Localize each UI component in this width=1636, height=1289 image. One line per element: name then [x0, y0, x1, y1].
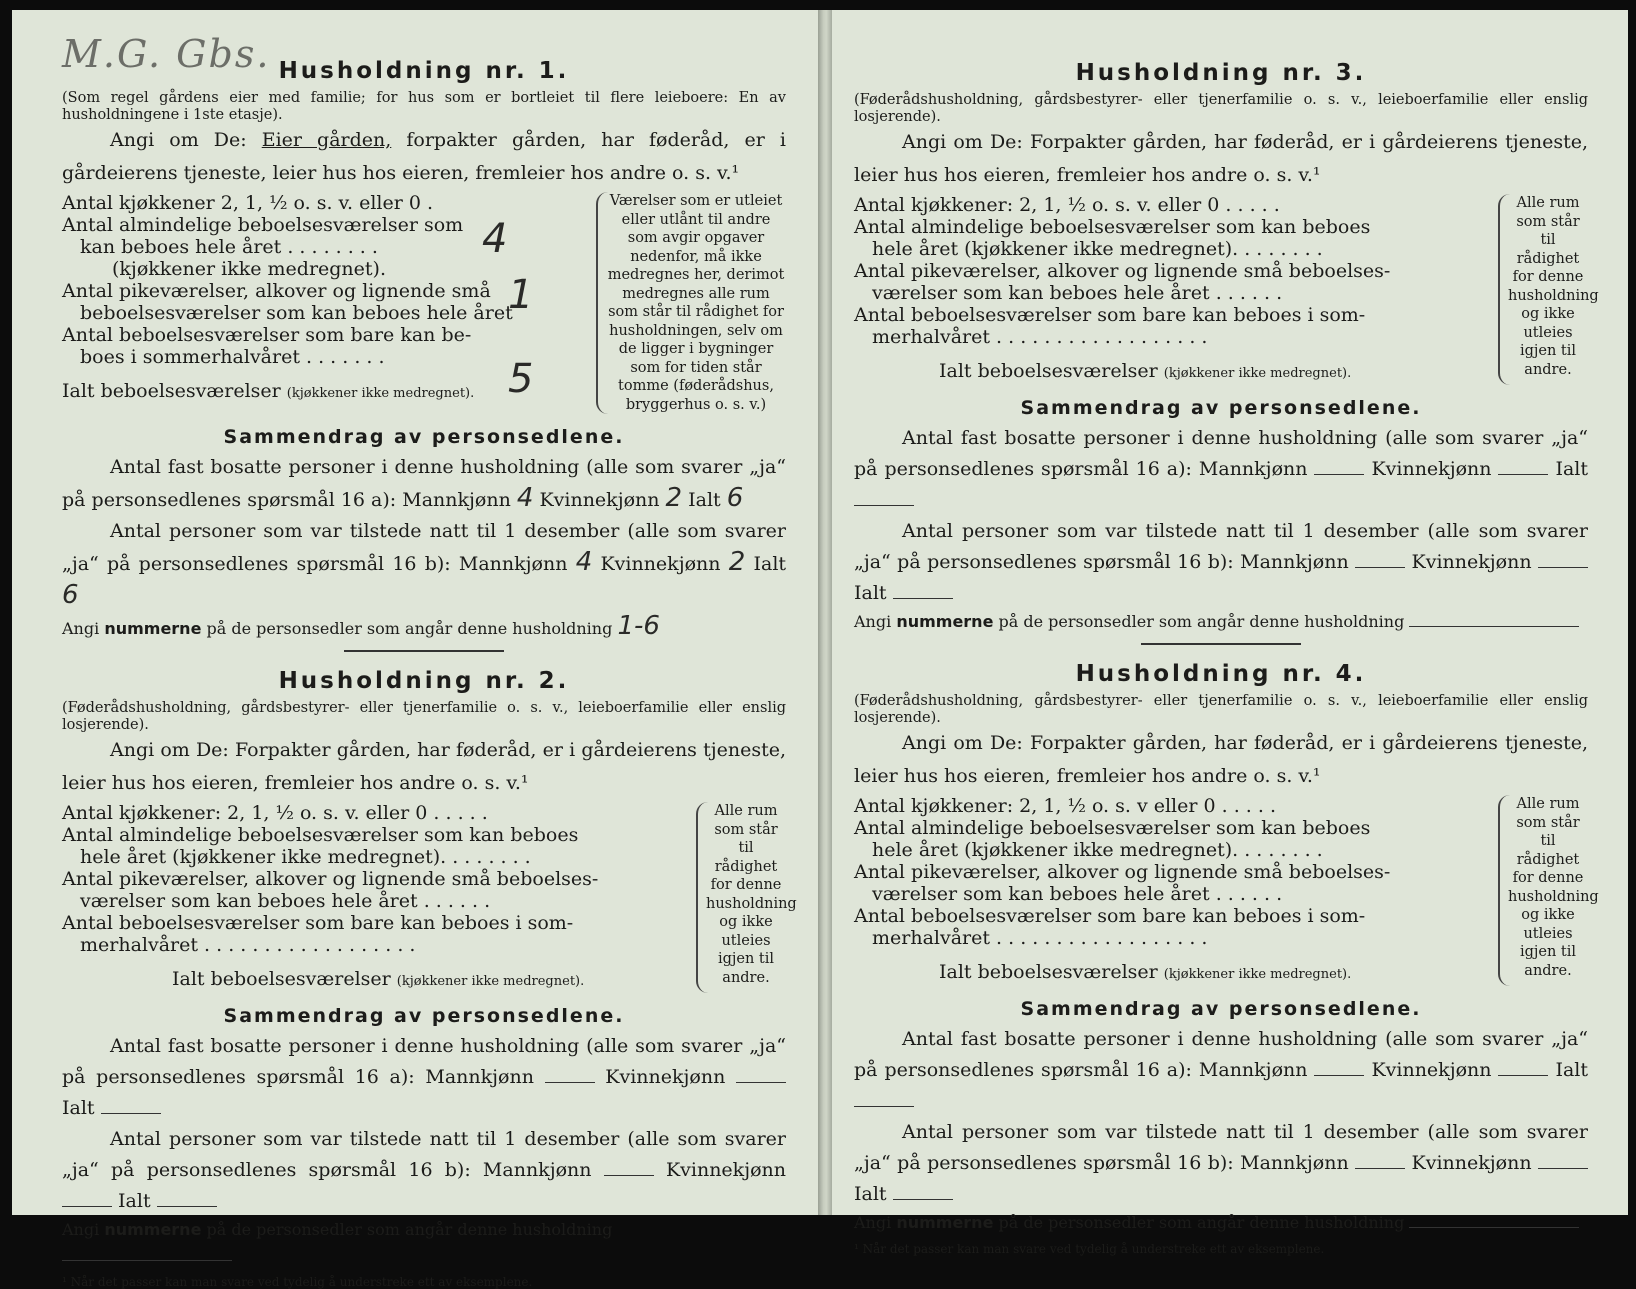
household-1-title: Husholdning nr. 1.: [278, 58, 570, 84]
summary-a-male-blank: [545, 1082, 595, 1083]
household-4-title: Husholdning nr. 4.: [1075, 661, 1367, 687]
total-rooms-item: [62, 968, 696, 993]
ordinary-rooms-item-a: Antal almindelige beboelsesværelser som kan beboes: [854, 216, 1371, 238]
household-3-numbers: [854, 609, 1588, 635]
summary-b-male-blank: [1355, 1168, 1405, 1169]
household-3-brace-note: Alle rum som står til rådighet for denne husholdning og ikke utleies igjen til andre.: [1498, 194, 1588, 385]
numbers-bold: nummerne: [896, 1213, 994, 1232]
handwritten-stamp: M.G. Gbs.: [62, 32, 271, 76]
ordinary-rooms-item-b: hele året (kjøkkener ikke medregnet). . . . . . . .: [872, 238, 1323, 260]
kitchens-item: Antal kjøkkener 2, 1, ½ o. s. v. eller 0 .: [62, 192, 434, 214]
numbers-suffix: på de personsedler som angår denne husholdning: [993, 1213, 1405, 1232]
summary-b-text: Antal personer som var tilstede natt til 1 desember (alle som svarer „ja“ på personsedlenes spørsmål 16 b): Mannkjønn: [62, 1128, 786, 1181]
household-1-question: [62, 124, 786, 190]
maid-rooms-item-a: Antal pikeværelser, alkover og lignende små beboelses-: [62, 868, 599, 890]
household-4-question: Angi om De: Forpakter gården, har føderåd, er i gårdeierens tjeneste, leier hus hos eieren, fremleier hos andre o. s. v.¹: [854, 732, 1588, 787]
ordinary-rooms-item-b: hele året (kjøkkener ikke medregnet). . . . . . . .: [80, 846, 531, 868]
ordinary-rooms-item-a: Antal almindelige beboelsesværelser som kan beboes: [854, 817, 1371, 839]
footnote: ¹ Når det passer kan man svare ved tydelig å understreke ett av eksemplene.: [854, 1242, 1325, 1256]
summary-b-total-label: Ialt: [118, 1190, 151, 1212]
summary-b-total-label: Ialt: [854, 582, 887, 604]
total-rooms-label: Ialt beboelsesværelser: [939, 360, 1158, 382]
household-3-question: Angi om De: Forpakter gården, har føderåd, er i gårdeierens tjeneste, leier hus hos eieren, fremleier hos andre o. s. v.¹: [854, 131, 1588, 186]
household-3-rooms: [854, 194, 1599, 385]
total-rooms-item: [854, 961, 1498, 986]
numbers-suffix: på de personsedler som angår denne husholdning: [201, 1220, 613, 1239]
summer-rooms-item-a: Antal beboelsesværelser som bare kan beboes i som-: [854, 905, 1366, 927]
summary-a-female-blank: [736, 1082, 786, 1083]
summary-a-female-label: Kvinnekjønn: [1371, 458, 1492, 480]
household-2-summary-b: [62, 1124, 786, 1217]
summary-a-female-label: Kvinnekjønn: [605, 1066, 726, 1088]
maid-rooms-item-a: Antal pikeværelser, alkover og lignende små beboelses-: [854, 260, 1391, 282]
maid-rooms-item-b: værelser som kan beboes hele året . . . . . .: [872, 282, 1283, 304]
summary-a-text: Antal fast bosatte personer i denne husholdning (alle som svarer „ja“ på personsedlenes spørsmål 16 a): Mannkjønn: [62, 456, 786, 511]
total-rooms-sub: (kjøkkener ikke medregnet).: [286, 386, 475, 401]
numbers-value: 1-6: [617, 611, 660, 641]
room-items: [854, 795, 1498, 986]
numbers-blank: [62, 1260, 232, 1261]
household-1-summary-b: [62, 516, 786, 613]
summary-b-female-label: Kvinnekjønn: [665, 1159, 786, 1181]
numbers-suffix: på de personsedler som angår denne husholdning: [993, 612, 1405, 631]
household-3-note: (Føderådshusholdning, gårdsbestyrer- eller tjenerfamilie o. s. v., leieboerfamilie eller enslig losjerende).: [854, 92, 1588, 125]
summary-b-total-blank: [893, 598, 953, 599]
summary-b-total-blank: [157, 1206, 217, 1207]
summary-b-text: Antal personer som var tilstede natt til 1 desember (alle som svarer „ja“ på personsedlenes spørsmål 16 b): Mannkjønn: [854, 520, 1588, 573]
footnote: ¹ Når det passer kan man svare ved tydelig å understreke ett av eksemplene.: [62, 1275, 533, 1289]
summary-a-female-label: Kvinnekjønn: [1371, 1059, 1492, 1081]
divider: [1141, 643, 1301, 645]
room-items: [854, 194, 1498, 385]
kitchens-item: Antal kjøkkener: 2, 1, ½ o. s. v. eller 0 . . . . .: [854, 194, 1280, 216]
total-rooms-sub: (kjøkkener ikke medregnet).: [1163, 967, 1352, 982]
summary-a-total-blank: [101, 1113, 161, 1114]
summary-b-female-blank: [62, 1206, 112, 1207]
household-1-numbers: [62, 613, 786, 642]
household-2-question: Angi om De: Forpakter gården, har føderåd, er i gårdeierens tjeneste, leier hus hos eieren, fremleier hos andre o. s. v.¹: [62, 739, 786, 794]
maid-rooms-item-b: værelser som kan beboes hele året . . . . . .: [872, 883, 1283, 905]
household-3-summary-b: [854, 516, 1588, 609]
numbers-bold: nummerne: [896, 612, 994, 631]
total-rooms-label: Ialt beboelsesværelser: [939, 961, 1158, 983]
summary-a-total-blank: [854, 1106, 914, 1107]
summer-rooms-item-b: merhalvåret . . . . . . . . . . . . . . . . . .: [872, 927, 1208, 949]
household-4-note: (Føderådshusholdning, gårdsbestyrer- eller tjenerfamilie o. s. v., leieboerfamilie eller enslig losjerende).: [854, 693, 1588, 726]
numbers-blank: [1409, 1227, 1579, 1228]
summary-a-text: Antal fast bosatte personer i denne husholdning (alle som svarer „ja“ på personsedlenes spørsmål 16 a): Mannkjønn: [854, 1028, 1588, 1081]
numbers-bold: nummerne: [104, 1220, 202, 1239]
household-2-rooms: [62, 802, 797, 993]
summer-rooms-item-a: Antal beboelsesværelser som bare kan beboes i som-: [62, 912, 574, 934]
divider: [344, 650, 504, 652]
household-1-brace-note: Værelser som er utleiet eller utlånt til andre som avgir opgaver nedenfor, må ikke medregnes her, derimot medregnes alle rum som står til rådighet for husholdningen, selv om de ligger i bygninger som for tiden står tomme (føderådshus, bryggerhus o. s. v.): [596, 192, 786, 414]
summary-b-text: Antal personer som var tilstede natt til 1 desember (alle som svarer „ja“ på personsedlenes spørsmål 16 b): Mannkjønn: [62, 520, 786, 575]
household-2-numbers: [62, 1217, 786, 1269]
summary-a-female: 2: [665, 483, 683, 513]
kitchens-item: Antal kjøkkener: 2, 1, ½ o. s. v. eller 0 . . . . .: [62, 802, 488, 824]
household-4-brace-note: Alle rum som står til rådighet for denne husholdning og ikke utleies igjen til andre.: [1498, 795, 1588, 986]
total-rooms-value: 5: [508, 356, 534, 402]
left-page: [12, 10, 818, 1289]
q-prefix: Angi om De:: [110, 129, 262, 151]
summary-b-total: 6: [62, 580, 79, 610]
summary-a-total-label: Ialt: [1555, 458, 1589, 480]
summer-rooms-item-a: Antal beboelsesværelser som bare kan beboes i som-: [854, 304, 1366, 326]
household-4-rooms: [854, 795, 1599, 986]
household-2-brace-note: Alle rum som står til rådighet for denne husholdning og ikke utleies igjen til andre.: [696, 802, 786, 993]
total-rooms-sub: (kjøkkener ikke medregnet).: [396, 974, 585, 989]
summary-b-female-blank: [1538, 567, 1588, 568]
ordinary-rooms-value: 4: [482, 216, 508, 262]
maid-rooms-item-a: Antal pikeværelser, alkover og lignende små beboelses-: [854, 861, 1391, 883]
summary-b-total-label: Ialt: [854, 1183, 887, 1205]
numbers-suffix: på de personsedler som angår denne husholdning: [201, 619, 613, 638]
household-3: [854, 60, 1599, 635]
summary-b-total-blank: [893, 1199, 953, 1200]
summary-a-text: Antal fast bosatte personer i denne husholdning (alle som svarer „ja“ på personsedlenes spørsmål 16 a): Mannkjønn: [62, 1035, 786, 1088]
numbers-prefix: Angi: [854, 612, 897, 631]
kitchens-item: Antal kjøkkener: 2, 1, ½ o. s. v eller 0 . . . . .: [854, 795, 1276, 817]
summer-rooms-item-b: merhalvåret . . . . . . . . . . . . . . . . . .: [872, 326, 1208, 348]
household-2: [62, 668, 797, 1289]
household-1-rooms: [62, 192, 786, 414]
q-underlined-answer: Eier gården,: [261, 129, 392, 151]
summary-b-male: 4: [575, 547, 593, 577]
ordinary-rooms-item-b: kan beboes hele året . . . . . . . .: [80, 236, 378, 258]
summary-a-male-blank: [1314, 474, 1364, 475]
summary-a-female-blank: [1498, 474, 1548, 475]
household-4-summary-b: [854, 1117, 1588, 1210]
summary-a-total-label: Ialt: [62, 1097, 95, 1119]
numbers-bold: nummerne: [104, 619, 202, 638]
summary-a-total-label: Ialt: [688, 489, 721, 511]
summary-b-text: Antal personer som var tilstede natt til 1 desember (alle som svarer „ja“ på personsedlenes spørsmål 16 b): Mannkjønn: [854, 1121, 1588, 1174]
household-4-numbers: [854, 1210, 1588, 1236]
summary-b-female-label: Kvinnekjønn: [1411, 551, 1532, 573]
summary-b-female-label: Kvinnekjønn: [1411, 1152, 1532, 1174]
ordinary-rooms-item-a: Antal almindelige beboelsesværelser som: [62, 214, 464, 236]
summary-a-male: 4: [516, 483, 534, 513]
household-3-summary-a: [854, 423, 1588, 516]
summer-rooms-item-b: merhalvåret . . . . . . . . . . . . . . . . . .: [80, 934, 416, 956]
numbers-blank: [1409, 626, 1579, 627]
household-4-summary-a: [854, 1024, 1588, 1117]
household-4: [854, 661, 1599, 1256]
ordinary-rooms-item-c: (kjøkkener ikke medregnet).: [112, 258, 386, 280]
numbers-prefix: Angi: [854, 1213, 897, 1232]
summary-b-total-label: Ialt: [753, 553, 787, 575]
total-rooms-sub: (kjøkkener ikke medregnet).: [1163, 366, 1352, 381]
summary-a-male-blank: [1314, 1075, 1364, 1076]
maid-rooms-value: 1: [508, 272, 534, 318]
summary-b-female-label: Kvinnekjønn: [600, 553, 721, 575]
summary-a-text: Antal fast bosatte personer i denne husholdning (alle som svarer „ja“ på personsedlenes spørsmål 16 a): Mannkjønn: [854, 427, 1588, 480]
household-3-title: Husholdning nr. 3.: [1075, 60, 1367, 86]
maid-rooms-item-b: beboelsesværelser som kan beboes hele året: [80, 302, 513, 324]
household-2-title: Husholdning nr. 2.: [278, 668, 570, 694]
right-page: [832, 10, 1628, 1256]
household-2-summary-a: [62, 1031, 786, 1124]
summary-a-total-blank: [854, 505, 914, 506]
page-fold: [818, 10, 832, 1215]
room-items: [62, 192, 596, 414]
summary-a-female-label: Kvinnekjønn: [539, 489, 660, 511]
total-rooms-label: Ialt beboelsesværelser: [172, 968, 391, 990]
maid-rooms-item-b: værelser som kan beboes hele året . . . . . .: [80, 890, 491, 912]
household-1-summary-title: Sammendrag av personsedlene.: [223, 426, 625, 448]
household-2-summary-title: Sammendrag av personsedlene.: [223, 1005, 625, 1027]
household-2-note: (Føderådshusholdning, gårdsbestyrer- eller tjenerfamilie o. s. v., leieboerfamilie eller enslig losjerende).: [62, 700, 786, 733]
q-suffix: forpakter gården, har føderåd, er i gårdeierens tjeneste, leier hus hos eieren, fremleier hos andre o. s. v.¹: [62, 129, 786, 184]
summary-a-female-blank: [1498, 1075, 1548, 1076]
household-4-summary-title: Sammendrag av personsedlene.: [1020, 998, 1422, 1020]
total-rooms-label: Ialt beboelsesværelser: [62, 380, 281, 402]
summary-b-female-blank: [1538, 1168, 1588, 1169]
maid-rooms-item-a: Antal pikeværelser, alkover og lignende små: [62, 280, 491, 302]
summary-b-female: 2: [728, 547, 746, 577]
ordinary-rooms-item-a: Antal almindelige beboelsesværelser som kan beboes: [62, 824, 579, 846]
numbers-prefix: Angi: [62, 1220, 105, 1239]
total-rooms-item: [854, 360, 1498, 385]
ordinary-rooms-item-b: hele året (kjøkkener ikke medregnet). . . . . . . .: [872, 839, 1323, 861]
household-1: [62, 58, 786, 642]
summary-a-total-label: Ialt: [1555, 1059, 1589, 1081]
summary-a-total: 6: [726, 483, 744, 513]
household-3-summary-title: Sammendrag av personsedlene.: [1020, 397, 1422, 419]
household-1-summary-a: [62, 452, 786, 516]
numbers-prefix: Angi: [62, 619, 105, 638]
summer-rooms-item-a: Antal beboelsesværelser som bare kan be-: [62, 324, 472, 346]
summary-b-male-blank: [604, 1175, 654, 1176]
room-items: [62, 802, 696, 993]
household-1-note: (Som regel gårdens eier med familie; for hus som er bortleiet til flere leieboere: En av husholdningene i 1ste etasje).: [62, 90, 786, 123]
summary-b-male-blank: [1355, 567, 1405, 568]
summer-rooms-item-b: boes i sommerhalvåret . . . . . . .: [80, 346, 385, 368]
